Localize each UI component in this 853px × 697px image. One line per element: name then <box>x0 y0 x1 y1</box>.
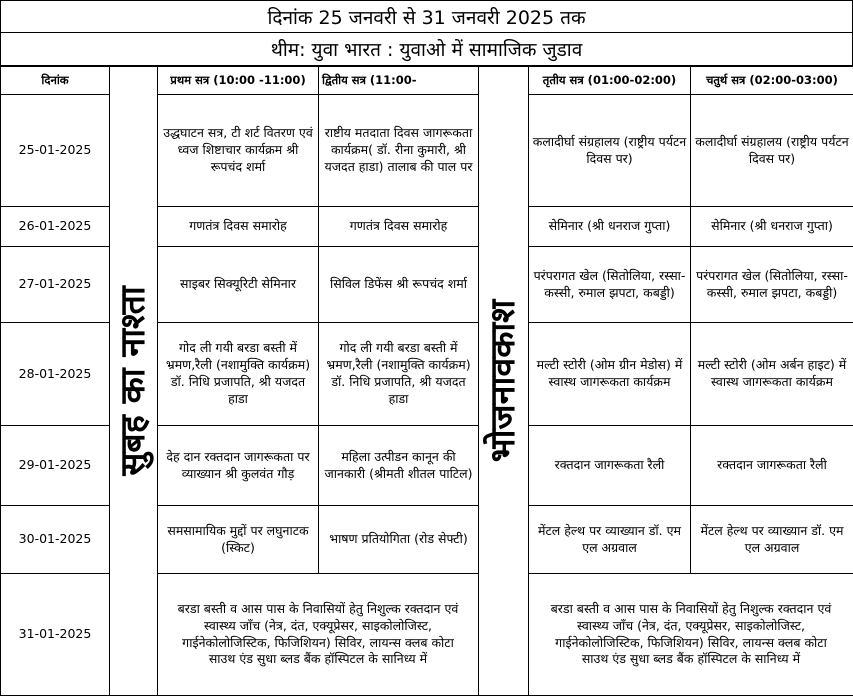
session-4-cell: मेंटल हेल्थ पर व्याख्यान डॉ. एम एल अग्रवाल <box>691 506 853 574</box>
session-2-cell: सिविल डिफेंस श्री रूपचंद शर्मा <box>319 247 479 323</box>
afternoon-merged-cell: बरडा बस्ती व आस पास के निवासियों हेतु निशुल्क रक्तदान एवं स्वास्थ्य जाँच (नेत्र, दंत, एक्यूप्रेसर, साइकोलोजिस्ट, गाईनेकोलोजिस्टिक, फिजिशियन) सिविर, लायन्स क्लब कोटा साउथ एंड सुधा ब्लड बैंक हॉस्पिटल के सानिध्य में <box>529 574 853 696</box>
header-row <box>1 67 853 95</box>
session-2-cell: गणतंत्र दिवस समारोह <box>319 207 479 247</box>
session-4-cell: रक्तदान जागरूकता रैली <box>691 426 853 506</box>
row-date: 25-01-2025 <box>1 95 110 207</box>
document-title: दिनांक 25 जनवरी से 31 जनवरी 2025 तक <box>0 0 853 33</box>
session-4-cell: कलादीर्घा संग्रहालय (राष्ट्रीय पर्यटन दिवस पर) <box>691 95 853 207</box>
row-date: 27-01-2025 <box>1 247 110 323</box>
session-2-cell: राष्टीय मतदाता दिवस जागरूकता कार्यक्रम( डॉ. रीना कुमारी, श्री यजदत हाडा) तालाब की पाल पर <box>319 95 479 207</box>
lunch-label: भोजनावकाश <box>482 299 523 463</box>
breakfast-column <box>110 67 158 696</box>
header-date: दिनांक <box>1 67 110 95</box>
session-1-cell: गणतंत्र दिवस समारोह <box>158 207 319 247</box>
session-4-cell: मल्टी स्टोरी (ओम अर्बन हाइट) में स्वास्थ जागरूकता कार्यक्रम <box>691 323 853 426</box>
theme-heading: थीम: युवा भारत : युवाओ में सामाजिक जुडाव <box>0 33 853 66</box>
row-date: 26-01-2025 <box>1 207 110 247</box>
session-3-cell: परंपरागत खेल (सितोलिया, रस्सा-कस्सी, रुमाल झपटा, कबड्डी) <box>529 247 691 323</box>
session-4-cell: परंपरागत खेल (सितोलिया, रस्सा-कस्सी, रुमाल झपटा, कबड्डी) <box>691 247 853 323</box>
morning-merged-cell: बरडा बस्ती व आस पास के निवासियों हेतु निशुल्क रक्तदान एवं स्वास्थ्य जाँच (नेत्र, दंत, एक्यूप्रेसर, साइकोलोजिस्ट, गाईनेकोलोजिस्टिक, फिजिशियन) सिविर, लायन्स क्लब कोटा साउथ एंड सुधा ब्लड बैंक हॉस्पिटल के सानिध्य में <box>158 574 479 696</box>
schedule-table <box>0 66 853 696</box>
row-date: 31-01-2025 <box>1 574 110 696</box>
row-date: 29-01-2025 <box>1 426 110 506</box>
row-date: 30-01-2025 <box>1 506 110 574</box>
session-2-cell: गोद ली गयी बरडा बस्ती में भ्रमण,रैली (नशामुक्ति कार्यक्रम) डॉ. निधि प्रजापति, श्री यजदत हाडा <box>319 323 479 426</box>
session-3-cell: रक्तदान जागरूकता रैली <box>529 426 691 506</box>
session-3-cell: मल्टी स्टोरी (ओम ग्रीन मेडोस) में स्वास्थ जागरूकता कार्यक्रम <box>529 323 691 426</box>
session-2-cell: भाषण प्रतियोगिता (रोड सेफ्टी) <box>319 506 479 574</box>
lunch-column <box>479 67 529 696</box>
session-3-cell: मेंटल हेल्थ पर व्याख्यान डॉ. एम एल अग्रवाल <box>529 506 691 574</box>
session-2-cell: महिला उत्पीडन कानून की जानकारी (श्रीमती शीतल पाटिल) <box>319 426 479 506</box>
session-1-cell: गोद ली गयी बरडा बस्ती में भ्रमण,रैली (नशामुक्ति कार्यक्रम) डॉ. निधि प्रजापति, श्री यजदत हाडा <box>158 323 319 426</box>
session-3-cell: सेमिनार (श्री धनराज गुप्ता) <box>529 207 691 247</box>
breakfast-label: सुबह का नाश्ता <box>112 286 153 476</box>
header-session-3: तृतीय सत्र (01:00-02:00) <box>529 67 691 95</box>
session-1-cell: उद्धघाटन सत्र, टी शर्ट वितरण एवं ध्वज शिष्टाचार कार्यक्रम श्री रूपचंद शर्मा <box>158 95 319 207</box>
header-session-4: चतुर्थ सत्र (02:00-03:00) <box>691 67 853 95</box>
row-date: 28-01-2025 <box>1 323 110 426</box>
header-session-2: द्वितीय सत्र (11:00- <box>319 67 479 95</box>
session-1-cell: साइबर सिक्यूरिटी सेमिनार <box>158 247 319 323</box>
session-1-cell: देह दान रक्तदान जागरूकता पर व्याख्यान श्री कुलवंत गौड़ <box>158 426 319 506</box>
session-1-cell: समसामायिक मुद्दों पर लघुनाटक (स्किट) <box>158 506 319 574</box>
session-3-cell: कलादीर्घा संग्रहालय (राष्ट्रीय पर्यटन दिवस पर) <box>529 95 691 207</box>
header-session-1: प्रथम सत्र (10:00 -11:00) <box>158 67 319 95</box>
session-4-cell: सेमिनार (श्री धनराज गुप्ता) <box>691 207 853 247</box>
